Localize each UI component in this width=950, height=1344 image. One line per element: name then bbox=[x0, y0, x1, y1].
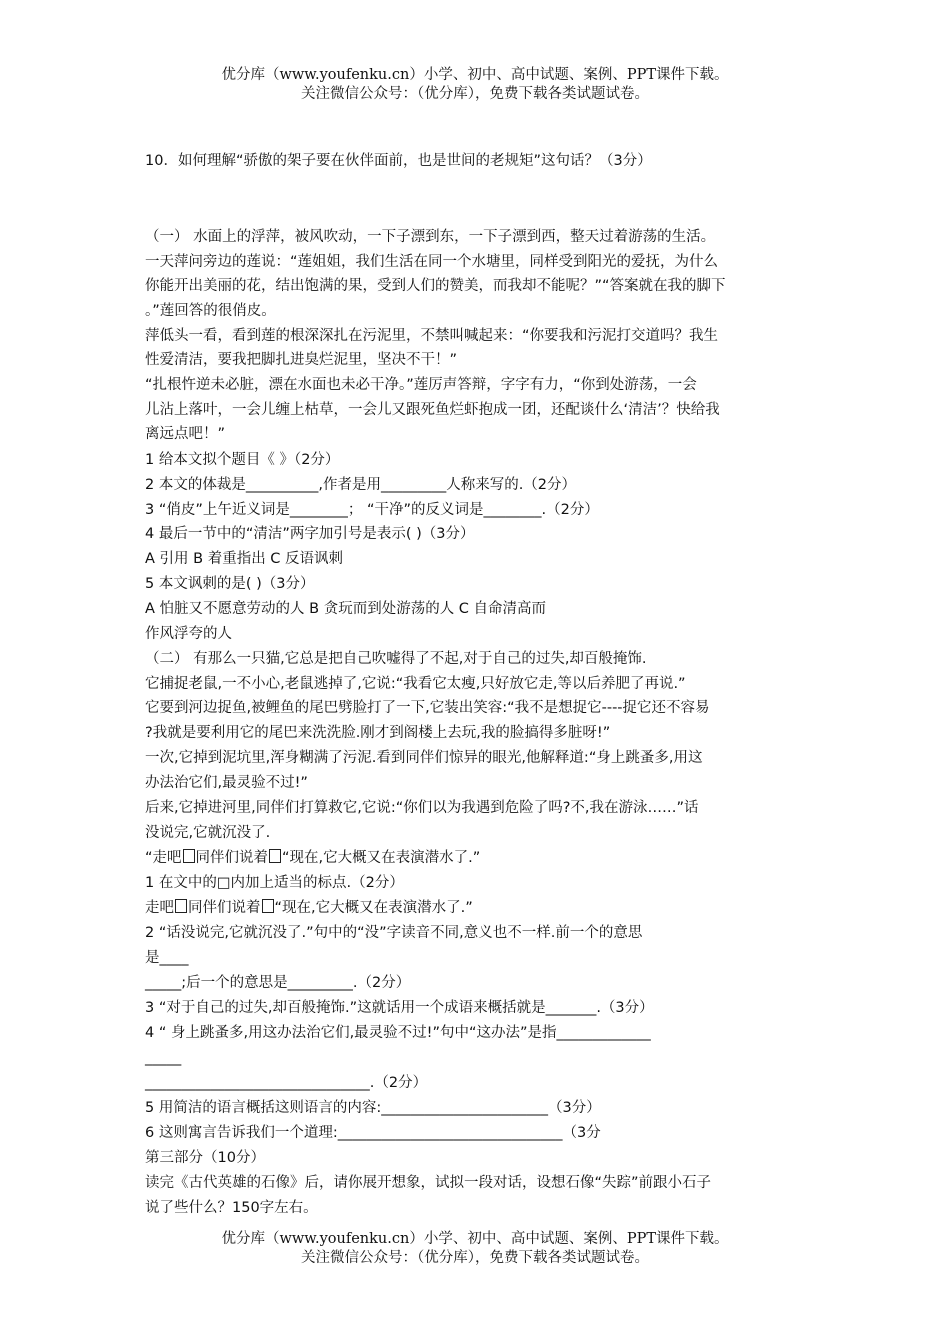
passage2-line: 没说完,它就沉没了. bbox=[145, 825, 271, 841]
passage2-question: _______________________________.（2分） bbox=[145, 1075, 428, 1091]
page-header bbox=[0, 66, 950, 104]
passage1-line: 一天萍问旁边的莲说：“莲姐姐，我们生活在同一个水塘里，同样受到阳光的爱抚，为什么 bbox=[145, 254, 719, 270]
passage1-question: 5 本文讽刺的是( )（3分） bbox=[145, 576, 315, 592]
passage1-question: 4 最后一节中的“清洁”两字加引号是表示( )（3分） bbox=[145, 526, 475, 542]
passage2-line: 它要到河边捉鱼,被鲤鱼的尾巴劈脸打了一下,它装出笑容:“我不是想捉它----捉它还不容易 bbox=[145, 700, 710, 716]
passage1-line: 儿沾上落叶，一会儿缠上枯草，一会儿又跟死鱼烂虾抱成一团，还配谈什么‘清洁’？快给我 bbox=[145, 402, 720, 418]
blank-box bbox=[183, 849, 195, 863]
passage2-line: 一次,它掉到泥坑里,浑身糊满了污泥.看到同伴们惊异的眼光,他解释道:“身上跳蚤多,用这 bbox=[145, 750, 703, 766]
header-line-1: 优分库（www.youfenku.cn）小学、初中、高中试题、案例、PPT课件下载。 bbox=[221, 67, 729, 83]
passage2-question: 4 “ 身上跳蚤多,用这办法治它们,最灵验不过!”句中“这办法”是指_____________ bbox=[145, 1025, 651, 1041]
sentence-part: “走吧 bbox=[145, 850, 182, 866]
passage1-option: A 怕脏又不愿意劳动的人 B 贪玩而到处游荡的人 C 自命清高而 bbox=[145, 601, 547, 617]
part3-title: 第三部分（10分） bbox=[145, 1150, 265, 1166]
passage2-line: ?我就是要利用它的尾巴来洗洗脸.刚才到阁楼上去玩,我的脸搞得多脏呀!” bbox=[145, 725, 611, 741]
passage2-line: 办法治它们,最灵验不过!” bbox=[145, 775, 308, 791]
passage1-line: 萍低头一看，看到莲的根深深扎在污泥里，不禁叫喊起来：“你要我和污泥打交道吗？我生 bbox=[145, 328, 719, 344]
page-footer bbox=[0, 1230, 950, 1268]
passage2-question: _____;后一个的意思是_________.（2分） bbox=[145, 975, 411, 991]
sentence-part: 走吧 bbox=[145, 900, 174, 916]
passage1-option: A 引用 B 着重指出 C 反语讽刺 bbox=[145, 551, 344, 567]
passage1-option: 作风浮夸的人 bbox=[145, 626, 232, 642]
passage2-q1-sentence bbox=[145, 898, 473, 918]
passage2-line: （二） 有那么一只猫,它总是把自己吹嘘得了不起,对于自己的过失,却百般掩饰. bbox=[145, 651, 647, 667]
sentence-part: “现在,它大概又在表演潜水了.” bbox=[282, 850, 481, 866]
passage2-question: 是____ bbox=[145, 950, 189, 966]
passage2-line: 后来,它掉进河里,同伴们打算救它,它说:“你们以为我遇到危险了吗?不,我在游泳……”话 bbox=[145, 800, 699, 816]
passage1-line: 。”莲回答的很俏皮。 bbox=[145, 303, 276, 319]
blank-box bbox=[262, 899, 274, 913]
passage1-line: “扎根忤逆未必脏，漂在水面也未必干净。”莲厉声答辩，字字有力，“你到处游荡，一会 bbox=[145, 377, 697, 393]
passage2-question: 6 这则寓言告诉我们一个道理:_______________________________（3分 bbox=[145, 1125, 601, 1141]
part3-line: 读完《古代英雄的石像》后，请你展开想象，试拟一段对话，设想石像“失踪”前跟小石子 bbox=[145, 1175, 712, 1191]
passage2-line: 它捕捉老鼠,一不小心,老鼠逃掉了,它说:“我看它太瘦,只好放它走,等以后养肥了再说.” bbox=[145, 676, 686, 692]
passage2-question: 1 在文中的□内加上适当的标点.（2分） bbox=[145, 875, 404, 891]
passage2-final-sentence bbox=[145, 848, 480, 868]
sentence-part: 同伴们说着 bbox=[188, 900, 261, 916]
sentence-part: “现在,它大概又在表演潜水了.” bbox=[274, 900, 473, 916]
passage1-question: 1 给本文拟个题目《 》（2分） bbox=[145, 452, 340, 468]
footer-line-1: 优分库（www.youfenku.cn）小学、初中、高中试题、案例、PPT课件下载。 bbox=[221, 1231, 729, 1247]
blank-box bbox=[175, 899, 187, 913]
passage1-line: （一） 水面上的浮萍，被风吹动，一下子漂到东，一下子漂到西，整天过着游荡的生活。 bbox=[145, 229, 716, 245]
part3-line: 说了些什么？150字左右。 bbox=[145, 1200, 318, 1216]
blank-box bbox=[269, 849, 281, 863]
passage2-question: _____ bbox=[145, 1050, 182, 1066]
passage1-line: 离远点吧！” bbox=[145, 426, 226, 442]
passage2-question: 5 用简洁的语言概括这则语言的内容:_______________________（3分） bbox=[145, 1100, 601, 1116]
sentence-part: 同伴们说着 bbox=[195, 850, 269, 866]
passage1-line: 你能开出美丽的花，结出饱满的果，受到人们的赞美，而我却不能呢？”“答案就在我的脚下 bbox=[145, 278, 726, 294]
passage2-question: 2 “话没说完,它就沉没了.”句中的“没”字读音不同,意义也不一样.前一个的意思 bbox=[145, 925, 643, 941]
passage2-question: 3 “对于自己的过失,却百般掩饰.”这就话用一个成语来概括就是_______.（3分） bbox=[145, 1000, 654, 1016]
header-line-2: 关注微信公众号：（优分库），免费下载各类试题试卷。 bbox=[301, 86, 649, 102]
passage1-question: 3 “俏皮”上午近义词是________； “干净”的反义词是________.（2分） bbox=[145, 502, 599, 518]
passage1-line: 性爱清洁，要我把脚扎进臭烂泥里，坚决不干！” bbox=[145, 352, 458, 368]
question-10: 10．如何理解“骄傲的架子要在伙伴面前，也是世间的老规矩”这句话？（3分） bbox=[145, 153, 652, 169]
footer-line-2: 关注微信公众号：（优分库），免费下载各类试题试卷。 bbox=[301, 1250, 649, 1266]
passage1-question: 2 本文的体裁是__________,作者是用_________人称来写的.（2分） bbox=[145, 477, 577, 493]
